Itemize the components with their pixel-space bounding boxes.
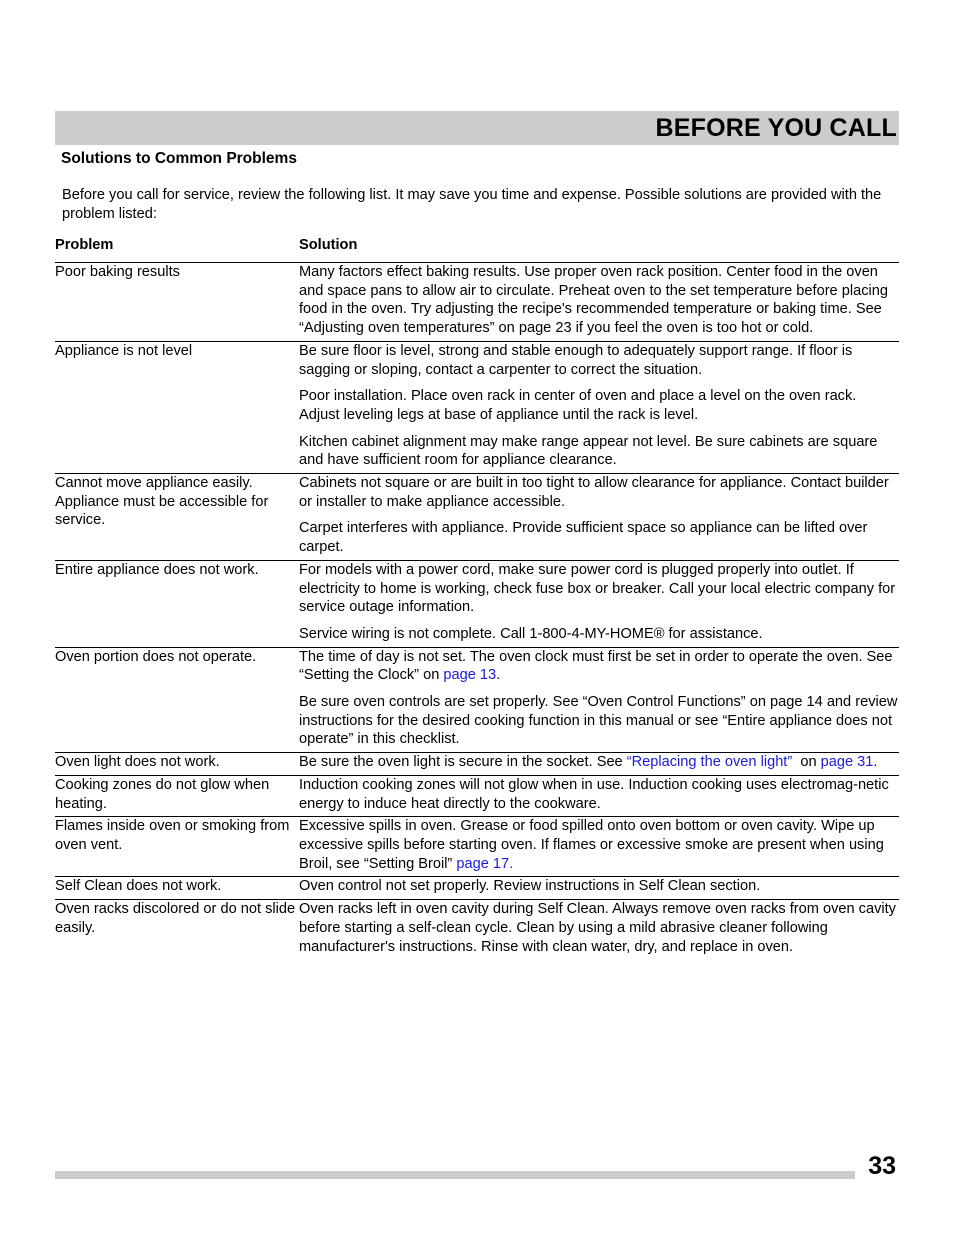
- solution-text-tail: .: [873, 754, 878, 771]
- column-header-solution: Solution: [299, 237, 358, 253]
- solution-cell: [299, 648, 899, 750]
- solution-text-part: Excessive spills in oven. Grease or food spilled onto oven bottom or oven cavity. Wipe up excessive spills before starting oven. If flames or excessive smoke are present when using Broil, see “Setting Broil”: [299, 818, 884, 872]
- solution-text: Oven control not set properly. Review instructions in Self Clean section.: [299, 878, 761, 895]
- solution-text: Kitchen cabinet alignment may make range appear not level. Be sure cabinets are square and have sufficient room for appliance clearance.: [299, 433, 878, 469]
- solution-text-part: The time of day is not set. The oven clock must first be set in order to operate the oven. See “Setting the Clock” on: [299, 648, 893, 684]
- solution-cell: [299, 263, 899, 338]
- table-header: [55, 236, 899, 263]
- solution-text: Cabinets not square or are built in too tight to allow clearance for appliance. Contact builder or installer to make appliance accessible.: [299, 475, 889, 510]
- troubleshooting-table: [55, 236, 899, 959]
- solution-text: Be sure oven controls are set properly. See “Oven Control Functions” on page 14 and review instructions for the desired cooking function in this manual or see “Entire appliance does not operate” in this checklist.: [299, 694, 898, 748]
- table-row: [55, 342, 899, 474]
- solution-cell: [299, 877, 899, 896]
- problem-cell: Oven racks discolored or do not slide easily.: [55, 901, 296, 936]
- problem-cell: Cannot move appliance easily. Appliance must be accessible for service.: [55, 475, 269, 529]
- problem-cell: Oven light does not work.: [55, 754, 220, 771]
- problem-cell: Self Clean does not work.: [55, 878, 222, 895]
- page-17-link[interactable]: page 17.: [456, 855, 514, 872]
- column-header-problem: Problem: [55, 237, 114, 253]
- problem-cell: Entire appliance does not work.: [55, 561, 259, 578]
- section-title: Solutions to Common Problems: [61, 150, 297, 167]
- problem-cell: Cooking zones do not glow when heating.: [55, 776, 270, 812]
- table-row: [55, 648, 899, 754]
- intro-paragraph: Before you call for service, review the following list. It may save you time and expense. Possible solutions are provided with the problem listed:: [62, 187, 882, 222]
- solution-text: Many factors effect baking results. Use proper oven rack position. Center food in the oven and space pans to allow air to circulate. Preheat oven to the set temperature before placing food in the oven. Try adjusting the recipe's recommended temperature or baking time. See “Adjusting oven temperatures” on page 23 if you feel the oven is too hot or cold.: [299, 264, 888, 337]
- footer-bar: [55, 1171, 855, 1179]
- problem-cell: Poor baking results: [55, 264, 180, 280]
- header-bar: [55, 111, 899, 145]
- solution-text: Service wiring is not complete. Call 1-800-4-MY-HOME® for assistance.: [299, 625, 763, 642]
- page-31-link[interactable]: page 31: [820, 754, 874, 771]
- problem-cell: Flames inside oven or smoking from oven vent.: [55, 818, 290, 853]
- solution-text: Carpet interferes with appliance. Provide sufficient space so appliance can be lifted over carpet.: [299, 520, 868, 556]
- solution-cell: [299, 753, 899, 772]
- solution-cell: [299, 342, 899, 470]
- table-row: [55, 561, 899, 648]
- solution-text: Be sure floor is level, strong and stable enough to adequately support range. If floor is sagging or sloping, contact a carpenter to correct the situation.: [299, 342, 853, 378]
- solution-text: [299, 648, 899, 685]
- page-number: 33: [868, 1152, 896, 1180]
- table-row: [55, 474, 899, 561]
- table-row: [55, 817, 899, 877]
- replacing-oven-light-link[interactable]: “Replacing the oven light”: [626, 754, 793, 771]
- table-row: [55, 900, 899, 959]
- solution-text: Oven racks left in oven cavity during Self Clean. Always remove oven racks from oven cavity before starting a self-clean cycle. Clean by using a mild abrasive cleaner following manufacturer's instructions. Rinse with clean water, dry, and replace in oven.: [299, 901, 896, 955]
- table-row: [55, 263, 899, 342]
- table-row: [55, 877, 899, 900]
- solution-text: [299, 817, 899, 873]
- problem-cell: Appliance is not level: [55, 342, 193, 359]
- problem-cell: Oven portion does not operate.: [55, 648, 257, 665]
- page-title: BEFORE YOU CALL: [655, 114, 897, 142]
- solution-text: Induction cooking zones will not glow when in use. Induction cooking uses electromag-netic energy to induce heat directly to the cookware.: [299, 776, 889, 812]
- solution-text-mid: on: [792, 754, 821, 771]
- solution-text: Poor installation. Place oven rack in center of oven and place a level on the oven rack. Adjust leveling legs at base of appliance until the rack is level.: [299, 388, 857, 423]
- solution-text-tail: .: [496, 667, 501, 684]
- solution-cell: [299, 474, 899, 557]
- table-row: [55, 776, 899, 817]
- table-row: [55, 753, 899, 776]
- solution-cell: [299, 900, 899, 956]
- solution-cell: [299, 776, 899, 813]
- solution-cell: [299, 561, 899, 644]
- page-13-link[interactable]: page 13: [443, 667, 497, 684]
- solution-text: For models with a power cord, make sure power cord is plugged properly into outlet. If electricity to home is working, check fuse box or breaker. Call your local electric company for service outage information.: [299, 561, 896, 616]
- solution-text-part: Be sure the oven light is secure in the socket. See: [299, 754, 627, 771]
- solution-cell: [299, 817, 899, 873]
- solution-text: [299, 753, 899, 772]
